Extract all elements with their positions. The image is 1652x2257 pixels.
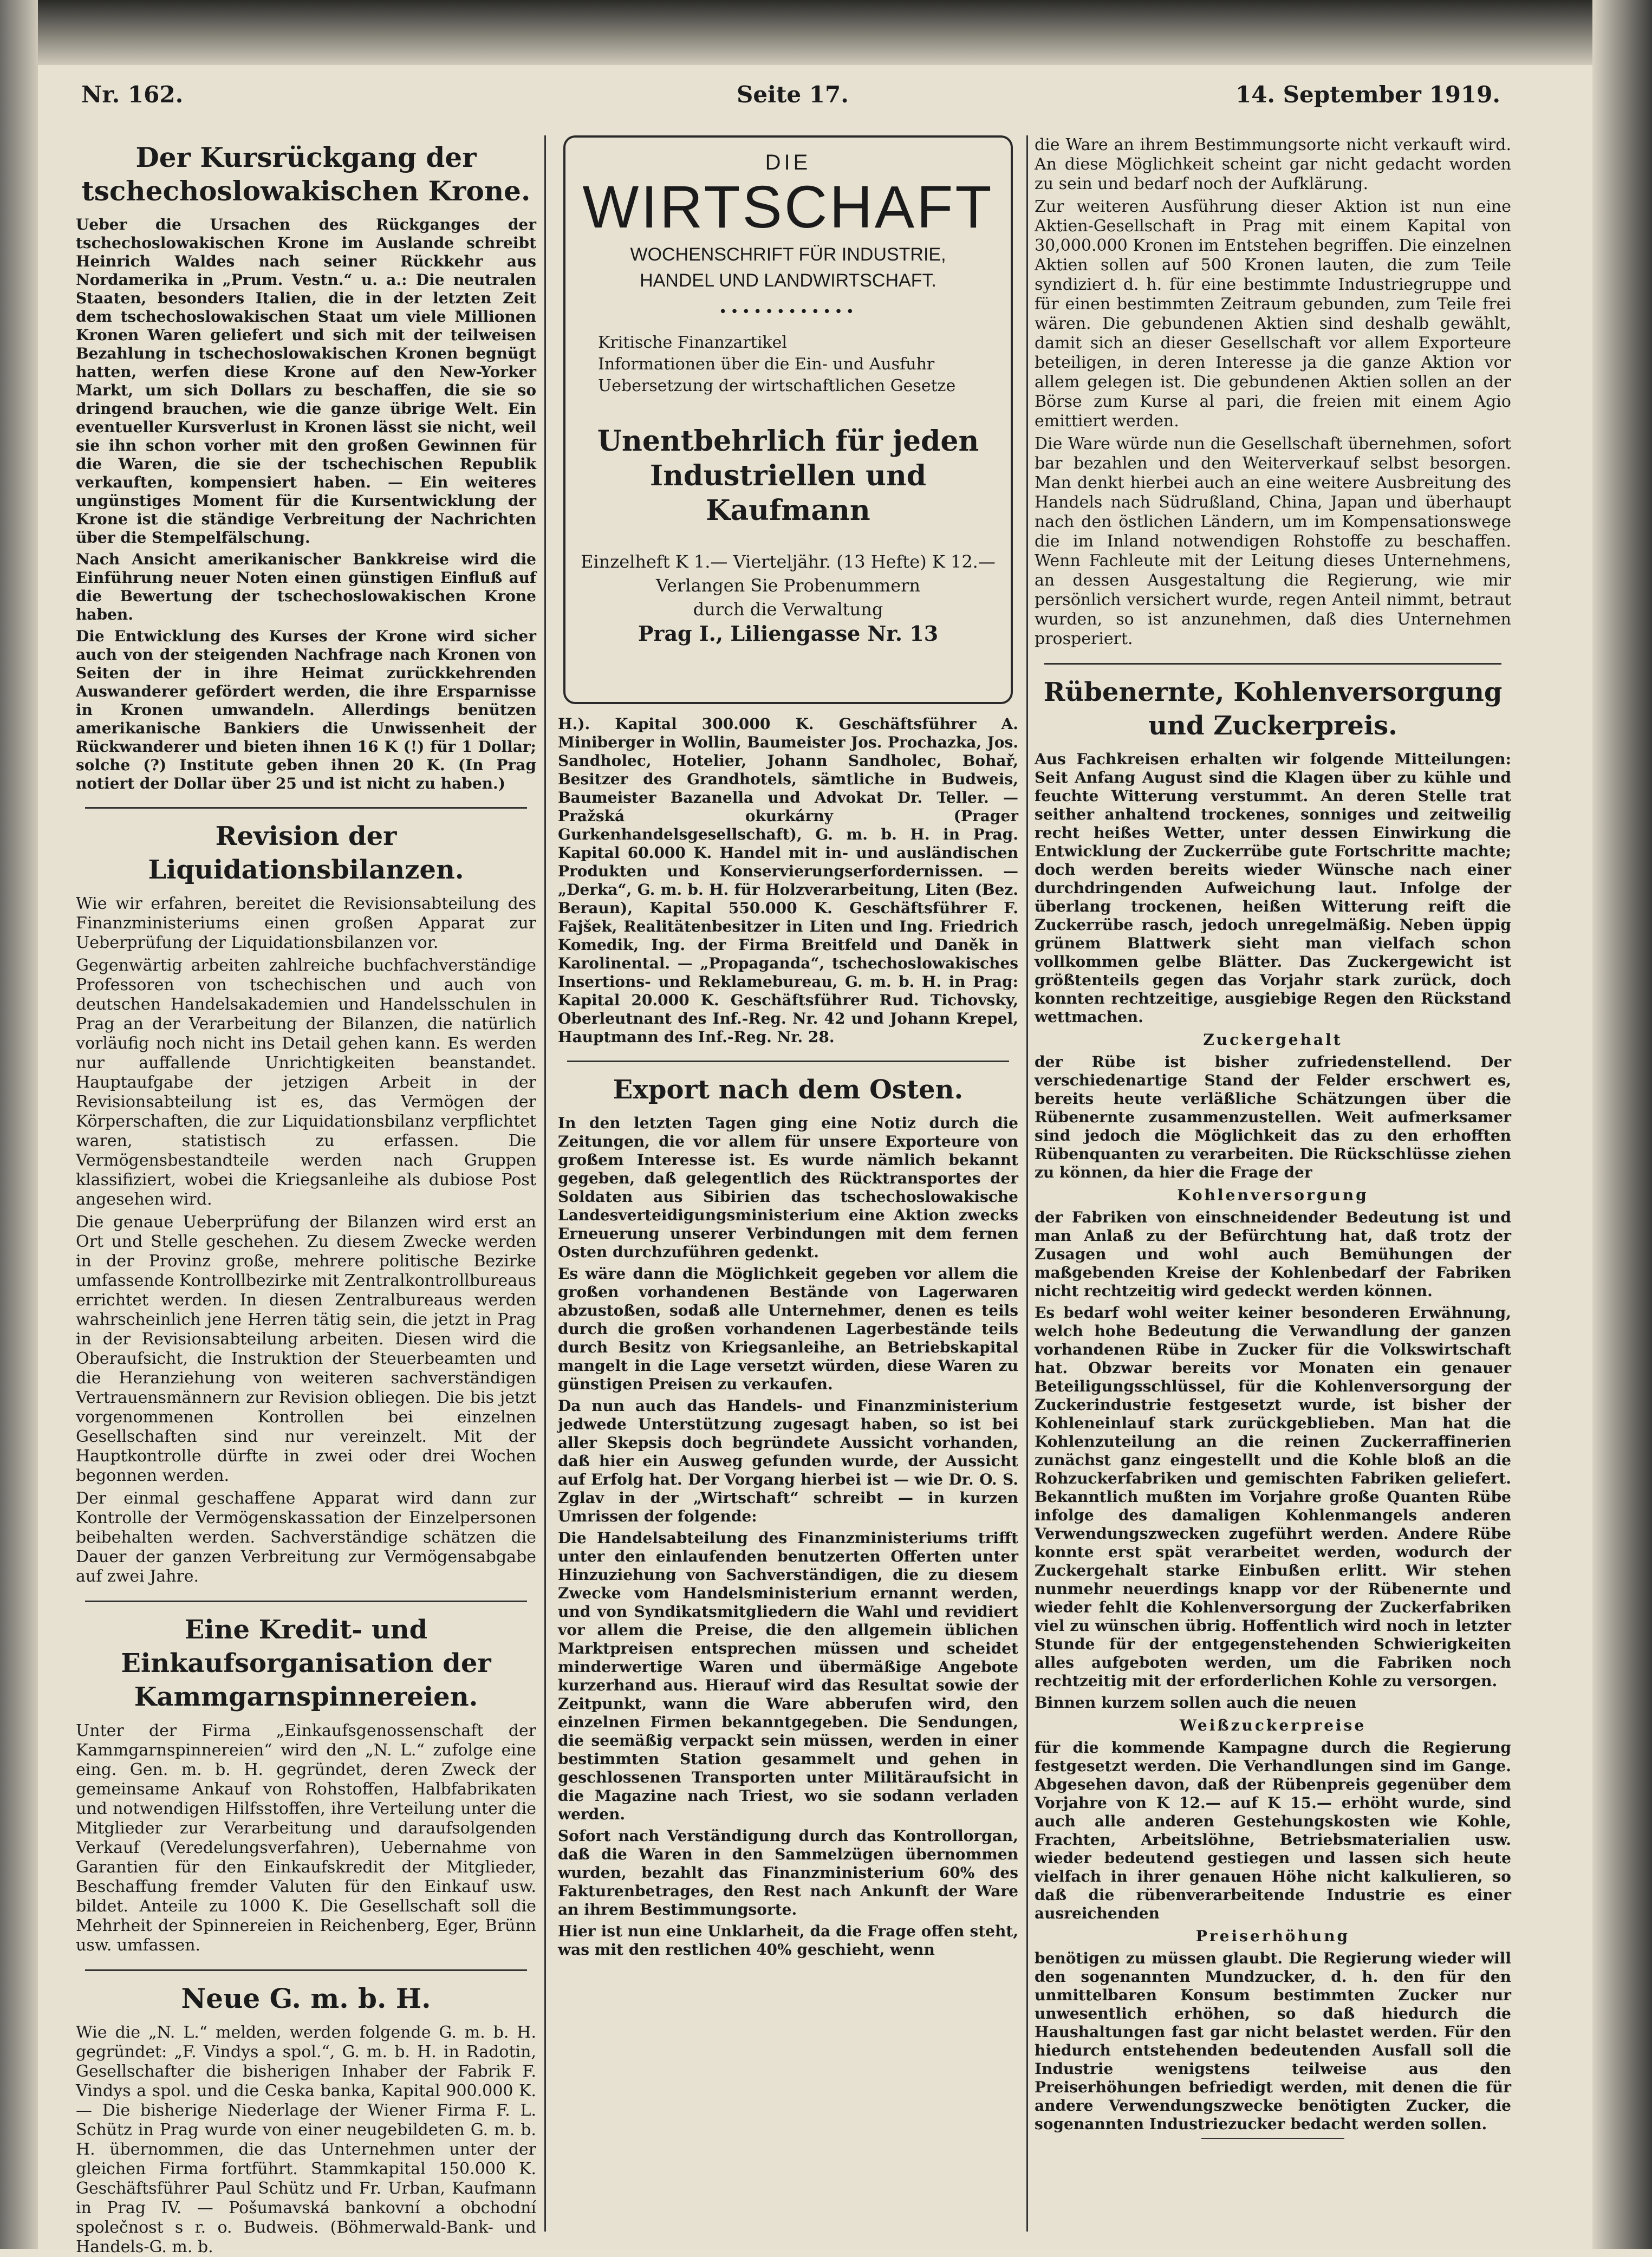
article-title: Neue G. m. b. H.: [181, 1982, 431, 2014]
paragraph: Die Handelsabteilung des Finanzministeriums trifft unter den einlaufenden benutzerten Offerten unter Hinzuziehung von Sachverständigen, die zu diesem Zwecke vom Handelsministerium ernannt werden, und von Syndikatsmitgliedern die Wahl und revidiert vor allem die Preise, die den allgemein üblichen Marktpreisen entsprechen müssen und scheidet minderwertige Waren und übermäßige Angebote kurzerhand aus. Hierauf wird das Resultat sowie der Zeitpunkt, wann die Ware abberufen wird, den einzelnen Firmen bekanntgegeben. Die Sendungen, die seemäßig verpackt sein müssen, werden in einer bestimmten Station gesammelt und gehen in geschlossenen Transporten unter Militäraufsicht in die Magazine nach Triest, wo sie sodann verladen werden.: [558, 1529, 1018, 1823]
paragraph: In den letzten Tagen ging eine Notiz durch die Zeitungen, die vor allem für unsere Exporteure von großem Interesse ist. Es wurde nämlich bekannt gegeben, daß gelegentlich des Rücktransportes der Soldaten aus Sibirien das tschechoslowakische Landesverteidigungsministerium eine Aktion zwecks Erneuerung unserer Verbindungen mit dem fernen Osten durchzuführen gedenkt.: [558, 1114, 1018, 1261]
subheading: Weißzuckerpreise: [1179, 1716, 1367, 1734]
paragraph: Es bedarf wohl weiter keiner besonderen Erwähnung, welch hohe Bedeutung die Verwandlung der ganzen vorhandenen Rübe in Zucker für die Volkswirtschaft hat. Obzwar bereits vor Monaten ein genauer Beteiligungsschlüssel, für die Kohlenversorgung der Zuckerindustrie festgesetzt wurde, ist bisher der Kohleneinlauf stark zurückgeblieben. Man hat die Kohlenzuteilung an die reinen Zuckerraffinerien zunächst ganz eingestellt und die Kohle bloß an die Rohzuckerfabriken und gemischten Fabriken geliefert. Bekanntlich mußten im Vorjahre große Quanten Rübe infolge des damaligen Kohlenmangels anderen Verwendungszwecken zugeführt werden. Andere Rübe konnte erst spät verarbeitet werden, wodurch der Zuckergehalt starke Einbußen erlitt. Wir stehen nunmehr neuerdings knapp vor der Rübenernte und wieder fehlt die Kohlenversorgung der Zuckerfabriken viel zu wünschen übrig. Hoffentlich wird noch in letzter Stunde für der entgegenstehenden Schwierigkeiten alles aufgeboten werden, um die Fabriken noch rechtzeitig mit der erforderlichen Kohle zu versorgen.: [1035, 1304, 1511, 1690]
ad-feature: Kritische Finanzartikel: [598, 333, 787, 352]
article-divider: [85, 807, 527, 809]
paragraph: der Fabriken von einschneidender Bedeutung ist und man Anlaß zu der Befürchtung hat, daß trotz der Zusagen und wohl auch Bemühungen der maßgebenden Kreise der Kohlenbedarf der Fabriken nicht rechtzeitig wird gedeckt werden können.: [1035, 1208, 1511, 1300]
paragraph: Unter der Firma „Einkaufsgenossenschaft der Kammgarnspinnereien“ wird den „N. L.“ zufolge eine eing. Gen. m. b. H. gegründet, deren Zweck der gemeinsame Ankauf von Rohstoffen, Halbfabrikaten und notwendigen Hilfsstoffen, ihre Verteilung unter die Mitglieder zur Verarbeitung und daraufsolgenden Verkauf (Veredelungsverfahren), Uebernahme von Garantien für den Einkaufskredit der Mitglieder, Beschaffung fremder Valuten für den Einkauf usw. bildet. Anteile zu 1000 K. Die Gesellschaft soll die Mehrheit der Spinnereien in Reichenberg, Eger, Brünn usw. umfassen.: [76, 1721, 536, 1955]
scan-edge-left: [0, 0, 38, 2249]
ad-subtitle: HANDEL UND LANDWIRTSCHAFT.: [640, 270, 936, 291]
ad-feature: Uebersetzung der wirtschaftlichen Gesetze: [598, 376, 956, 395]
column-2: [558, 135, 1018, 2226]
ad-masthead: WIRTSCHAFT: [582, 174, 994, 240]
subheading: Kohlenversorgung: [1177, 1186, 1369, 1204]
paragraph: H.). Kapital 300.000 K. Geschäftsführer A. Miniberger in Wollin, Baumeister Jos. Prochazka, Jos. Sandholec, Hotelier, Johann Sandholec, Bohař, Besitzer des Grandhotels, sämtliche in Budweis, Baumeister Bazanella und Advokat Dr. Teller. — Pražská okurkárny (Prager Gurkenhandelsgesellschaft), G. m. b. H. in Prag. Kapital 60.000 K. Handel mit in- und ausländischen Produkten und Konservierungserfordernissen. — „Derka“, G. m. b. H. für Holzverarbeitung, Liten (Bez. Beraun), Kapital 550.000 K. Geschäftsführer F. Fajšek, Realitätenbesitzer in Liten und Ing. Friedrich Komedik, Ing. der Firma Breitfeld und Daněk in Karolinental. — „Propaganda“, tschechoslowakisches Insertions- und Reklamebureau, G. m. b. H. in Prag: Kapital 20.000 K. Geschäftsführer Rud. Tichovsky, Oberleutnant des Inf.-Reg. Nr. 42 und Johann Krepel, Hauptmann des Inf.-Reg. Nr. 28.: [558, 715, 1018, 1046]
issue-number: Nr. 162.: [81, 81, 184, 108]
ad-feature: Informationen über die Ein- und Ausfuhr: [598, 355, 935, 374]
page-number: Seite 17.: [737, 81, 849, 108]
article-title: Eine Kredit- und Einkaufsorganisation der Kammgarnspinnereien.: [121, 1615, 491, 1712]
column-rule: [1026, 135, 1028, 2232]
article-divider: [85, 1969, 527, 1971]
paragraph: Sofort nach Verständigung durch das Kontrollorgan, daß die Waren in den Sammelzügen übernommen wurden, bezahlt das Finanzministerium 60% des Fakturenbetrages, den Rest nach Ankunft der Ware an ihrem Bestimmungsorte.: [558, 1827, 1018, 1918]
article-title: Export nach dem Osten.: [613, 1075, 964, 1105]
paragraph: Der einmal geschaffene Apparat wird dann zur Kontrolle der Vermögenskassation der Einzelpersonen beibehalten werden. Sachverständige schätzen die Dauer der ganzen Verbreitung zur Vermögensabgabe auf zwei Jahre.: [76, 1489, 536, 1586]
paragraph: Nach Ansicht amerikanischer Bankkreise wird die Einführung neuer Noten einen günstigen Einfluß auf die Bewertung der tschechoslowakischen Krone haben.: [76, 550, 536, 623]
column-rule: [544, 135, 546, 2232]
column-3: [1035, 135, 1511, 2226]
subheading: Preiserhöhung: [1195, 1927, 1350, 1945]
ad-slogan: Unentbehrlich für jeden Industriellen und Kaufmann: [597, 425, 979, 527]
article-title: Rübenernte, Kohlenversorgung und Zuckerpreis.: [1043, 677, 1503, 741]
advertisement-wirtschaft: [563, 135, 1013, 704]
paragraph: Die genaue Ueberprüfung der Bilanzen wird erst an Ort und Stelle geschehen. Zu diesem Zwecke werden in der Provinz große, mehrere politische Bezirke umfassende Kontrollbezirke mit Zentralkontrollbureaus errichtet werden. In diesen Zentralbureaus werden wahrscheinlich jene Herren tätig sein, die jetzt in Prag in der Revisionsabteilung arbeiten. Diesen wird die Oberaufsicht, die Instruktion der Steuerbeamten und die Heranziehung von weiteren sachverständigen Vertrauensmännern zur Revision obliegen. Die bis jetzt vorgenommenen Kontrollen bei einzelnen Gesellschaften sind nur vereinzelt. Mit der Hauptkontrolle dürfte in zwei oder drei Wochen begonnen werden.: [76, 1213, 536, 1485]
paragraph: Da nun auch das Handels- und Finanzministerium jedwede Unterstützung zugesagt haben, so ist bei aller Skepsis doch begründete Aussicht vorhanden, daß hier ein Ausweg gefunden wurde, der Aussicht auf Erfolg hat. Der Vorgang hierbei ist — wie Dr. O. S. Zglav in der „Wirtschaft“ schreibt — in kurzen Umrissen der folgende:: [558, 1397, 1018, 1525]
ad-die: DIE: [765, 151, 811, 174]
page-header: [81, 81, 1500, 119]
end-rule: [1201, 2138, 1344, 2139]
paragraph: benötigen zu müssen glaubt. Die Regierung wieder will den sogenannten Mundzucker, d. h. den für den unmittelbaren Konsum bestimmten Zucker nur unwesentlich erhöhen, so daß hiedurch die Haushaltungen fast gar nicht belastet werden. Für den hiedurch entstehenden bedeutenden Ausfall soll die Industrie wenigstens teilweise aus den Preiserhöhungen befriedigt werden, mit denen die für andere Verwendungszwecke benötigten Zucker, die sogenannten Industriezucker bedacht werden sollen.: [1035, 1949, 1511, 2133]
article-divider: [85, 1601, 527, 1602]
paragraph: Binnen kurzem sollen auch die neuen: [1035, 1694, 1357, 1712]
ad-subtitle: WOCHENSCHRIFT FÜR INDUSTRIE,: [630, 244, 946, 265]
scan-edge-right: [1592, 0, 1652, 2249]
paragraph: der Rübe ist bisher zufriedenstellend. Der verschiedenartige Stand der Felder erschwert es, bereits heute verläßliche Schätzungen über die Rübenernte zusammenzustellen. Weit aufmerksamer sind jedoch die Möglichkeit das zu den erhofften Rübenquanten zu verarbeiten. Die Rückschlüsse ziehen zu können, da hier die Frage der: [1035, 1053, 1511, 1181]
paragraph: Wie wir erfahren, bereitet die Revisionsabteilung des Finanzministeriums einen großen Apparat zur Ueberprüfung der Liquidationsbilanzen vor.: [76, 894, 536, 952]
paragraph: Hier ist nun eine Unklarheit, da die Frage offen steht, was mit den restlichen 40% geschieht, wenn: [558, 1922, 1018, 1959]
paragraph: Gegenwärtig arbeiten zahlreiche buchfachverständige Professoren von tschechischen und auch von deutschen Handelsakademien und Handelsschulen in Prag an der Verarbeitung der Bilanzen, die natürlich vorläufig noch nicht ins Detail gehen kann. Es werden nur auffallende Unrichtigkeiten beanstandet. Hauptaufgabe der jetzigen Arbeit in der Revisionsabteilung ist es, das Vermögen der Körperschaften, die zur Liquidationsbilanz verpflichtet waren, statistisch zu erfassen. Die Vermögensbestandteile werden nach Gruppen klassifiziert, wobei die Kriegsanleihe als dubiose Post angesehen wird.: [76, 956, 536, 1209]
article-title: Revision der Liquidationsbilanzen.: [148, 821, 464, 885]
article-divider: [567, 1061, 1009, 1062]
article-title: Der Kursrückgang der tschechoslowakischen Krone.: [81, 141, 531, 207]
scan-edge-top: [0, 0, 1652, 65]
ad-dotted-rule: ••••••••••••: [718, 304, 858, 320]
subheading: Zuckergehalt: [1203, 1031, 1343, 1049]
paragraph: die Ware an ihrem Bestimmungsorte nicht verkauft wird. An diese Möglichkeit scheint gar nicht gedacht worden zu sein und bedarf noch der Aufklärung.: [1035, 135, 1511, 193]
paragraph: für die kommende Kampagne durch die Regierung festgesetzt werden. Die Verhandlungen sind im Gange. Abgesehen davon, daß der Rübenpreis gegenüber dem Vorjahre von K 12.— auf K 15.— erhöht wurde, sind auch alle anderen Gestehungskosten wie Kohle, Frachten, Arbeitslöhne, Betriebsmaterialien usw. wieder bedeutend gestiegen und lassen sich heute vielfach in ihrer genauen Höhe nicht kalkulieren, so daß die rübenverarbeitende Industrie es einer ausreichenden: [1035, 1739, 1511, 1922]
paragraph: Die Entwicklung des Kurses der Krone wird sicher auch von der steigenden Nachfrage nach Kronen von Seiten der in ihre Heimat zurückkehrenden Auswanderer gefördert werden, die ihre Ersparnisse in Kronen umwandeln. Allerdings benützen amerikanische Bankiers die Unwissenheit der Rückwanderer und bieten ihnen 16 K (!) für 1 Dollar; solche (?) Institute geben ihnen 20 K. (In Prag notiert der Dollar über 25 und ist nicht zu haben.): [76, 627, 536, 792]
ad-price: Einzelheft K 1.— Vierteljähr. (13 Hefte) K 12.—: [581, 551, 996, 572]
ad-via: durch die Verwaltung: [693, 599, 883, 620]
column-1: [76, 135, 536, 2256]
paragraph: Aus Fachkreisen erhalten wir folgende Mitteilungen: Seit Anfang August sind die Klagen über zu kühle und feuchte Witterung verstummt. An deren Stelle trat seither anhaltend trockenes, sonniges und zeitweilig recht heißes Wetter, unter dessen Einwirkung die Entwicklung der Zuckerrübe gute Fortschritte machte; doch werden bereits wieder Wünsche nach einer durchdringenden Aufweichung laut. Infolge der überlang trockenen, heißen Witterung reift die Zuckerrübe rasch, jedoch unregelmäßig. Neben üppig grünem Blattwerk sieht man vielfach schon vollkommen gelbe Blätter. Das Zuckergewicht ist größtenteils gegen das Vorjahr stark zurück, doch konnten rechtzeitige, ausgiebige Regen den Rückstand wettmachen.: [1035, 750, 1511, 1026]
ad-address: Prag I., Liliengasse Nr. 13: [638, 621, 939, 646]
paragraph: Wie die „N. L.“ melden, werden folgende G. m. b. H. gegründet: „F. Vindys a spol.“, G. m. b. H. in Radotin, Gesellschafter die bisherigen Inhaber der Fabrik F. Vindys a spol. und die Ceska banka, Kapital 900.000 K. — Die bisherige Niederlage der Wiener Firma F. L. Schütz in Prag wurde von einer neugebildeten G. m. b. H. übernommen, die das Unternehmen unter der gleichen Firma fortführt. Stammkapital 150.000 K. Geschäftsführer Paul Schütz und Fr. Urban, Kaufmann in Prag IV. — Pošumavská bankovní a obchodní společnost s r. o. Budweis. (Böhmerwald-Bank- und Handels-G. m. b.: [76, 2023, 536, 2256]
ad-sample-offer: Verlangen Sie Probenummern: [655, 575, 921, 596]
paragraph: Ueber die Ursachen des Rückganges der tschechoslowakischen Krone im Auslande schreibt Heinrich Waldes nach seiner Rückkehr aus Nordamerika in „Prum. Vestn.“ u. a.: Die neutralen Staaten, besonders Italien, die in der letzten Zeit dem tschechoslowakischen Staat um viele Millionen Kronen Waren geliefert und sich mit der teilweisen Bezahlung in tschechoslowakischen Kronen begnügt hatten, werfen diese Krone auf den New-Yorker Markt, um sich Dollars zu beschaffen, die sie so dringend brauchen, wie die ganze übrige Welt. Ein eventueller Kursverlust in Kronen lässt sie nicht, weil sie ihn schon vorher mit den großen Gewinnen für die Waren, die sie der tschechischen Republik verkauften, kompensiert haben. — Ein weiteres ungünstiges Moment für die Kursentwicklung der Krone ist die ständige Verbreitung der Nachrichten über die Stempelfälschung.: [76, 216, 536, 547]
article-divider: [1044, 663, 1502, 665]
paragraph: Es wäre dann die Möglichkeit gegeben vor allem die großen vorhandenen Bestände von Lagerwaren abzustoßen, sodaß alle Unternehmer, denen es teils durch die großen vorhandenen Lagerbestände teils durch Besitz von Kriegsanleihe, an Betriebskapital mangelt in die Lage versetzt würden, diese Waren zu günstigen Preisen zu verkaufen.: [558, 1265, 1018, 1393]
paragraph: Zur weiteren Ausführung dieser Aktion ist nun eine Aktien-Gesellschaft in Prag mit einem Kapital von 30,000.000 Kronen im Entstehen begriffen. Die einzelnen Aktien sollen auf 500 Kronen lauten, die zum Teile syndiziert d. h. für eine bestimmte Industriegruppe und für einen bestimmten Zeitraum gebunden, zum Teile frei wären. Die gebundenen Aktien sind deshalb gewählt, damit sich an dieser Gesellschaft vor allem Exporteure beteiligen, in deren Interesse ja die ganze Aktion vor allem gelegen ist. Die gebundenen Aktien sollen an der Börse zum Kurse al pari, die freien mit einem Agio emittiert werden.: [1035, 197, 1511, 431]
paragraph: Die Ware würde nun die Gesellschaft übernehmen, sofort bar bezahlen und den Weiterverkauf selbst besorgen. Man denkt hierbei auch an eine weitere Ausbreitung des Handels nach Südrußland, China, Japan und überhaupt nach den östlichen Ländern, um im Kompensationswege die im Inland notwendigen Rohstoffe zu beschaffen. Wenn Fachleute mit der Leitung dieses Unternehmens, an dessen Ausgestaltung die Regierung, wie mir persönlich versichert wurde, regen Anteil nimmt, betraut wurden, so ist anzunehmen, daß dies Unternehmen prosperiert.: [1035, 434, 1511, 648]
issue-date: 14. September 1919.: [1235, 81, 1500, 108]
